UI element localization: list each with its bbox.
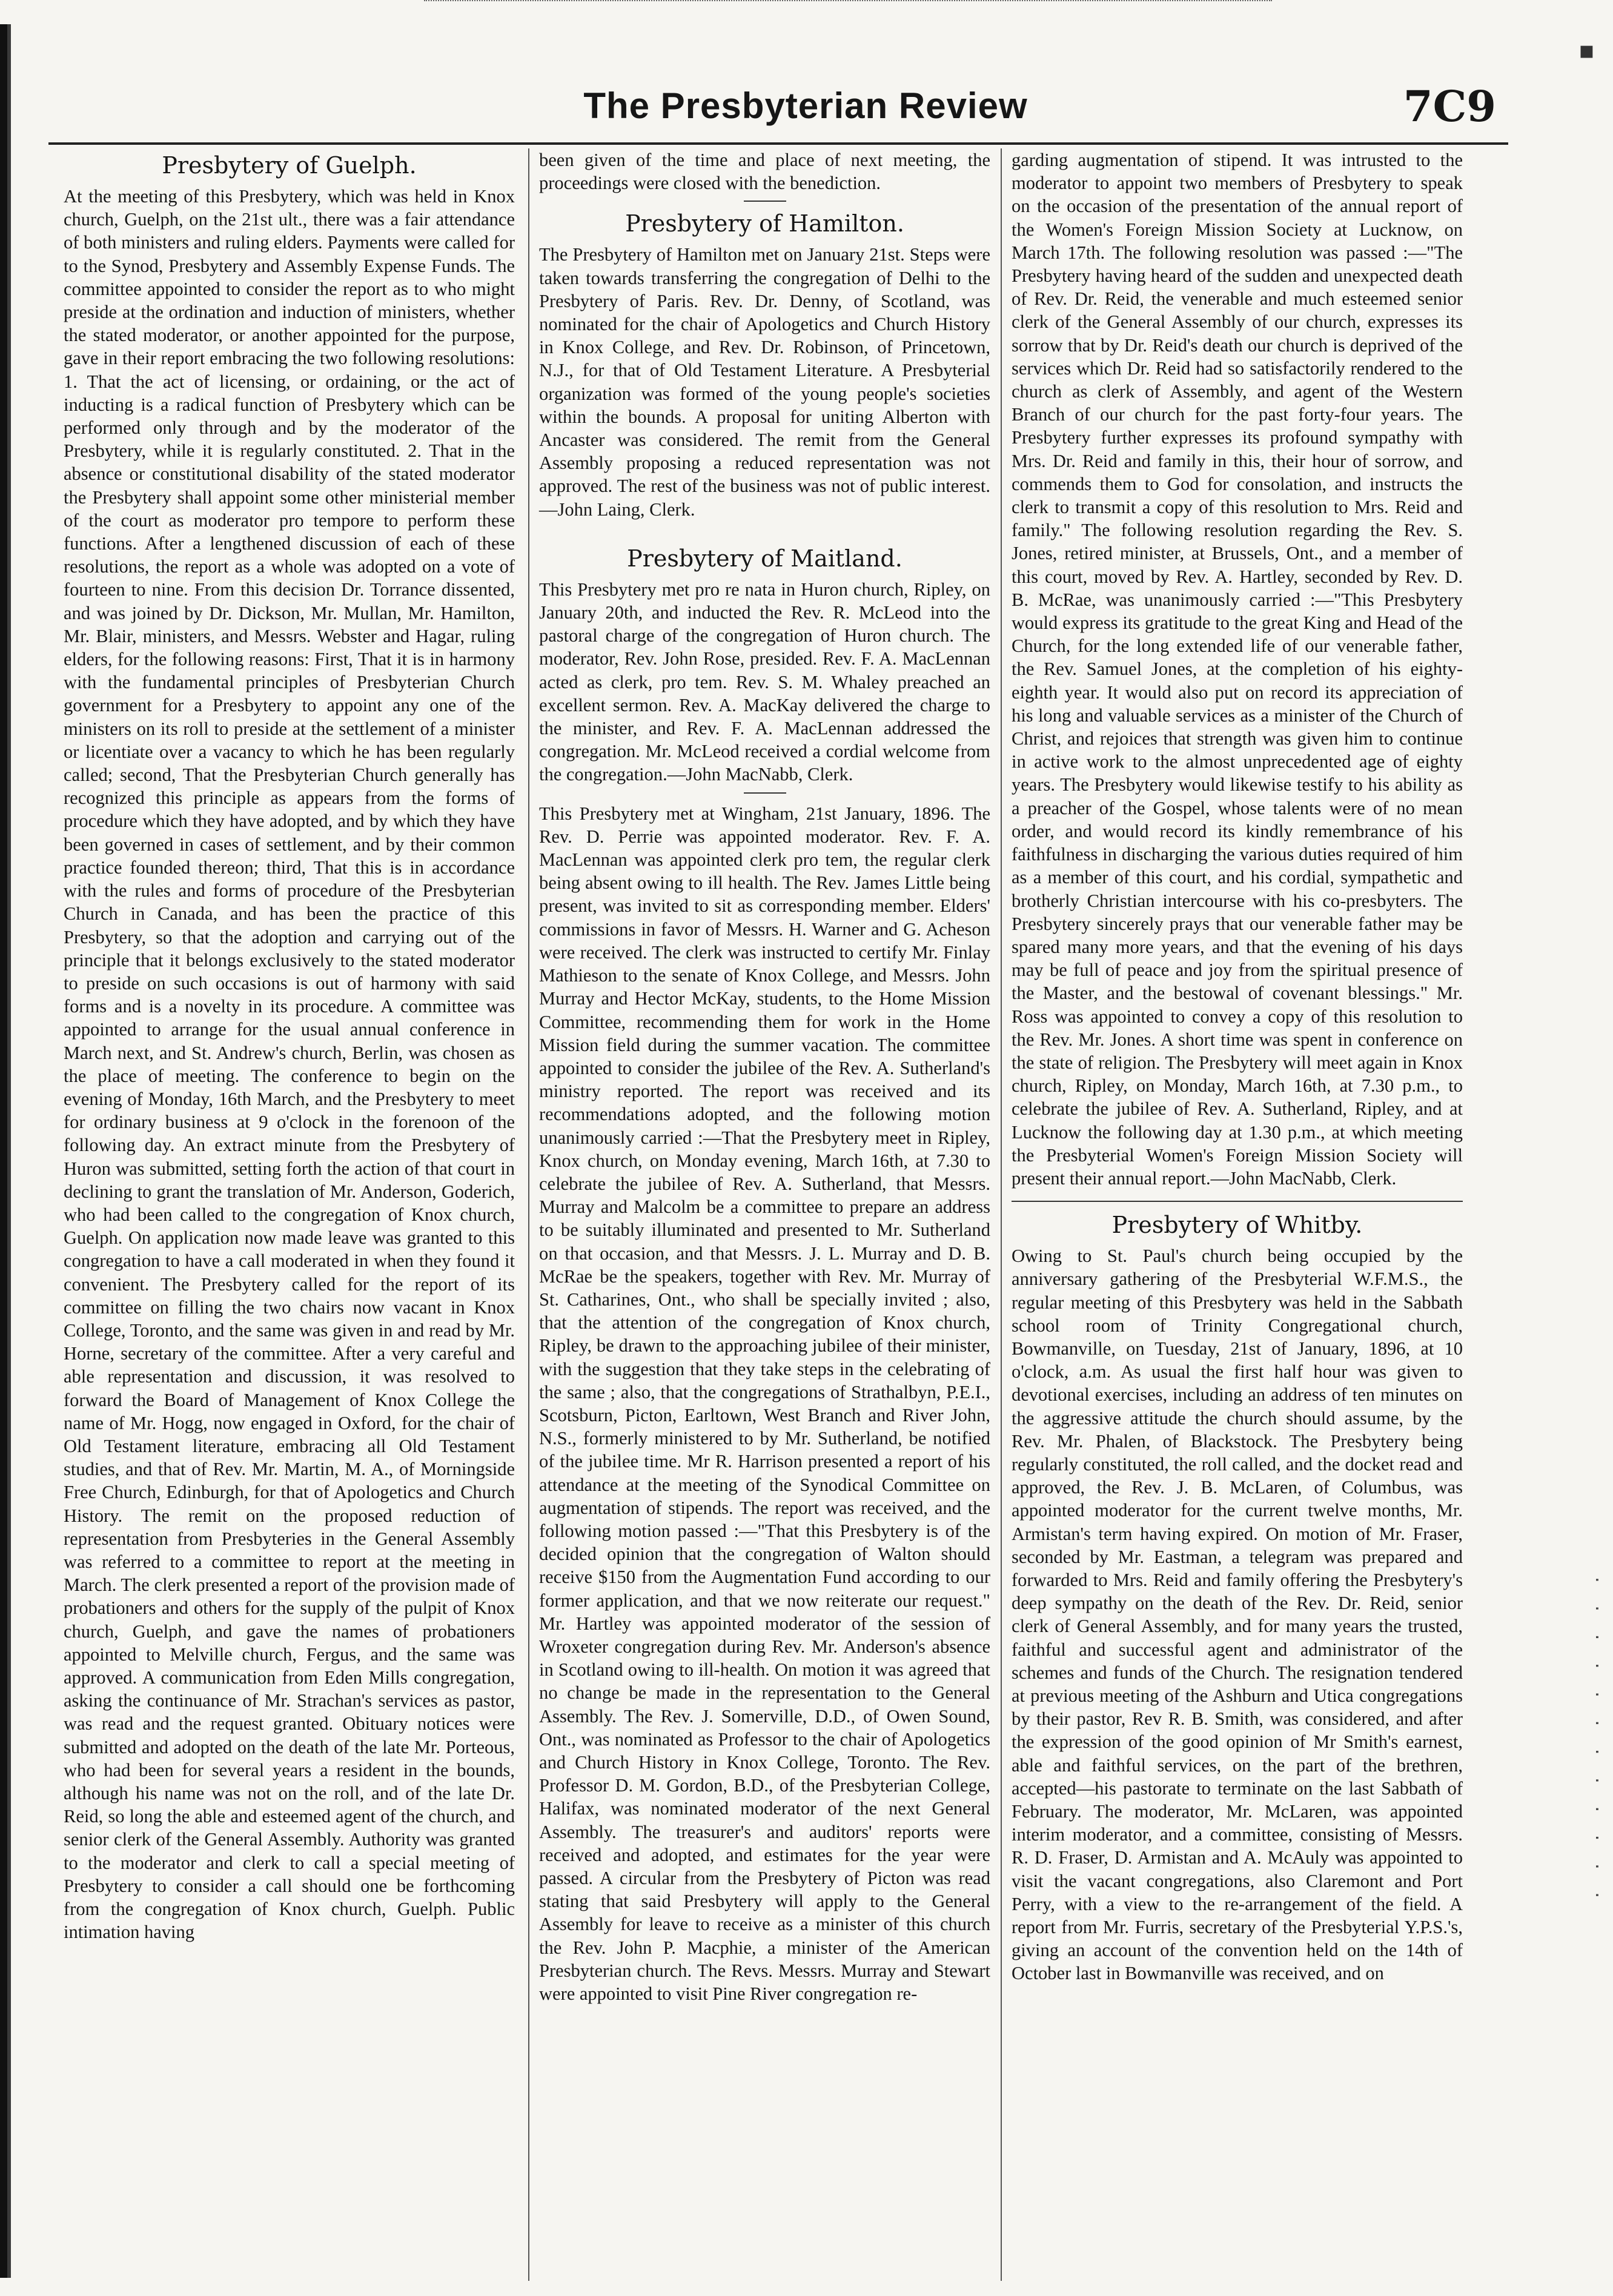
page-number: 7C9 [1403,81,1496,131]
page-header [48,79,1563,133]
article-heading-hamilton: Presbytery of Hamilton. [625,210,904,237]
article-body-whitby: Owing to St. Paul's church being occupied by the anniversary gathering of the Presbyterial W.F.M.S., the regular meeting of this Presbytery was held in the Sabbath school room of Trinity Congregational church, Bowmanville, on Tuesday, 21st of January, 1896, at 10 o'clock, a.m. As usual the first half hour was given to devotional exercises, including an address of ten minutes on the aggressive attitude the church should assume, by the Rev. Mr. Phalen, of Blackstock. The Presbytery being regularly constituted, the roll called, and the docket read and approved, the Rev. J. B. McLaren, of Columbus, was appointed moderator for the current twelve months, Mr. Armistan's term having expired. On motion of Mr. Fraser, seconded by Mr. Eastman, a telegram was prepared and forwarded to Mrs. Reid and family offering the Presbytery's deep sympathy on the death of the Rev. Dr. Reid, senior clerk of General Assembly, and for many years the trusted, faithful and successful agent and administrator of the schemes and funds of the Church. The resignation tendered at previous meeting of the Ashburn and Utica congregations by their pastor, Rev R. B. Smith, was considered, and after the expression of the good opinion of Mr Smith's earnest, able and faithful services, on the part of the brethren, accepted—his pastorate to terminate on the last Sabbath of February. The moderator, Mr. McLaren, was appointed interim moderator, and a committee, consisting of Messrs. R. D. Fraser, D. Armistan and A. McAuly was appointed to visit the vacant congregations, also Claremont and Port Perry, with a view to the re-arrangement of the field. A report from Mr. Furris, secretary of the Presbyterial Y.P.S.'s, giving an account of the convention held on the 14th of October last in Bowmanville was received, and on [1012,1246,1463,1984]
page-edge-left [0,24,16,2278]
column-3 [1012,148,1463,2281]
article-body-maitland-2: This Presbytery met at Wingham, 21st January, 1896. The Rev. D. Perrie was appointed moderator. Rev. F. A. MacLennan was appointed clerk pro tem, the regular clerk being absent owing to ill health. The Rev. James Little being present, was invited to sit as corresponding member. Elders' commissions in favor of Messrs. H. Warner and G. Acheson were received. The clerk was instructed to certify Mr. Finlay Mathieson to the senate of Knox College, and Messrs. John Murray and Hector McKay, students, to the Home Mission Committee, recommending them for work in the Home Mission field during the summer vacation. The committee appointed to consider the jubilee of the Rev. A. Sutherland's ministry reported. The report was received and its recommendations adopted, and the following motion unanimously carried :—That the Presbytery meet in Ripley, Knox church, on Monday evening, March 16th, at 7.30 to celebrate the jubilee of Rev. A. Sutherland, that Messrs. Murray and Malcolm be a committee to prepare an address to be suitably illuminated and presented to Mr. Sutherland on that occasion, and that Messrs. J. L. Murray and D. B. McRae be the speakers, together with Rev. Mr. Murray of St. Catharines, Ont., who shall be specially invited ; also, that the attention of the congregation of Knox church, Ripley, be drawn to the approaching jubilee of their minister, with the suggestion that they take steps in the celebrating of the same ; also, that the congregations of Strathalbyn, P.E.I., Scotsburn, Picton, Earltown, West Branch and River John, N.S., formerly ministered to by Mr. Sutherland, be notified of the jubilee time. Mr R. Harrison presented a report of his attendance at the meeting of the Synodical Committee on augmentation of stipends. The report was received, and the following motion passed :—"That this Presbytery is of the decided opinion that the congregation of Walton should receive $150 from the Augmentation Fund according to our former application, and that we now reiterate our request." Mr. Hartley was appointed moderator of the session of Wroxeter congregation during Rev. Mr. Anderson's absence in Scotland owing to ill-health. On motion it was agreed that no change be made in the representation to the General Assembly. The Rev. J. Somerville, D.D., of Owen Sound, Ont., was nominated as Professor to the chair of Apologetics and Church History in Knox College, Toronto. The Rev. Professor D. M. Gordon, B.D., of the Presbyterian College, Halifax, was nominated moderator of the next General Assembly. The treasurer's and auditors' reports were received and adopted, and estimates for the year were passed. A circular from the Presbytery of Picton was read stating that said Presbytery will apply to the General Assembly for leave to receive as a minister of this church the Rev. John P. Macphie, a minister of the American Presbyterian church. The Revs. Messrs. Murray and Stewart were appointed to visit Pine River congregation re- [539,803,990,2005]
section-gap [539,521,990,542]
article-body-maitland: This Presbytery met pro re nata in Huron church, Ripley, on January 20th, and inducted the Rev. R. McLeod into the pastoral charge of the congregation of Huron church. The moderator, Rev. John Rose, presided. Rev. F. A. MacLennan acted as clerk, pro tem. Rev. S. M. Whaley preached an excellent sermon. Rev. A. MacKay delivered the charge to the minister, and Rev. F. A. MacLennan addressed the congregation. Mr. McLeod received a cordial welcome from the congregation.—John MacNabb, Clerk. [539,579,990,785]
article-heading-guelph: Presbytery of Guelph. [162,152,417,179]
article-body-guelph-continued: been given of the time and place of next meeting, the proceedings were closed with the benediction. [539,150,990,194]
column-1 [64,148,515,2281]
section-rule [1012,1201,1463,1202]
article-body-hamilton: The Presbytery of Hamilton met on January 21st. Steps were taken towards transferring the congregation of Delhi to the Presbytery of Paris. Rev. Dr. Denny, of Scotland, was nominated for the chair of Apologetics and Church History in Knox College, and Rev. Dr. Robinson, of Princetown, N.J., for that of Old Testament Literature. A Presbyterial organization was formed of the young people's societies within the bounds. A proposal for uniting Alberton with Ancaster was considered. The remit from the General Assembly proposing a reduced representation was not approved. The rest of the business was not of public interest.—John Laing, Clerk. [539,244,990,520]
header-rule [48,142,1508,145]
column-2 [539,148,990,2281]
column-divider-2 [1001,148,1002,2281]
article-heading-maitland: Presbytery of Maitland. [627,545,903,572]
section-rule [744,201,786,202]
margin-scan-marks: · · · · · · · · · · · · [1588,1575,1606,1905]
column-divider-1 [528,148,529,2281]
page-edge-top [424,0,1272,7]
running-title: The Presbyterian Review [583,85,1028,126]
article-body-guelph: At the meeting of this Presbytery, which was held in Knox church, Guelph, on the 21st ult., there was a fair attendance of both ministers and ruling elders. Payments were called for to the Synod, Presbytery and Assembly Expense Funds. The committee appointed to consider the report as to who might preside at the ordination and induction of ministers, whether the stated moderator, or another appointed for the purpose, gave in their report embracing the two following resolutions: 1. That the act of licensing, or ordaining, or the act of inducting is a radical function of Presbytery which can be performed only through and by the moderator of the Presbytery, while it is regularly constituted. 2. That in the absence or constitutional disability of the stated moderator the Presbytery shall appoint some other ministerial member of the court as moderator pro tempore to perform these functions. After a lengthened discussion of each of these resolutions, the report as a whole was adopted on a vote of fourteen to nine. From this decision Dr. Torrance dissented, and was joined by Dr. Dickson, Mr. Mullan, Mr. Hamilton, Mr. Blair, ministers, and Messrs. Webster and Hagar, ruling elders, for the following reasons: First, That it is in harmony with the fundamental principles of Presbyterian Church government for a Presbytery to appoint any one of the ministers on its roll to preside at the settlement of a minister or licentiate over a vacancy to which he has been regularly called; second, That the Presbyterian Church generally has recognized this principle as appears from the forms of procedure which they have adopted, and by which they have been governed in cases of settlement, and by their common practice founded thereon; third, That this is in accordance with the rules and forms of procedure of the Presbyterian Church in Canada, and has been the practice of this Presbytery, so that the adoption and carrying out of the principle that it belongs exclusively to the stated moderator to preside on such occasions is out of harmony with said forms and is a novelty in its procedure. A committee was appointed to arrange for the usual annual conference in March next, and St. Andrew's church, Berlin, was chosen as the place of meeting. The conference to begin on the evening of Monday, 16th March, and the Presbytery to meet for ordinary business at 9 o'clock in the forenoon of the following day. An extract minute from the Presbytery of Huron was submitted, setting forth the action of that court in declining to grant the translation of Mr. Anderson, Goderich, who had been called to the congregation of Knox church, Guelph. On application now made leave was granted to this congregation to have a call moderated in when they found it convenient. The Presbytery called for the report of its committee on filling the two chairs now vacant in Knox College, Toronto, and the same was given in and read by Mr. Horne, secretary of the committee. After a very careful and able representation and discussion, it was resolved to forward the Board of Management of Knox College the name of Mr. Hogg, now engaged in Oxford, for the chair of Old Testament literature, embracing all Old Testament studies, and that of Rev. Mr. Martin, M. A., of Morningside Free Church, Edinburgh, for that of Apologetics and Church History. The remit on the proposed reduction of representation from Presbyteries in the General Assembly was referred to a committee to report at the meeting in March. The clerk presented a report of the provision made of probationers and others for the supply of the pulpit of Knox church, Guelph, and gave the names of probationers appointed to Melville church, Fergus, and the same was approved. A communication from Eden Mills congregation, asking the continuance of Mr. Strachan's services as pastor, was read and the request granted. Obituary notices were submitted and adopted on the death of the late Mr. Porteous, who had been for several years a resident in the bounds, although his name was not on the roll, and of the late Dr. Reid, so long the able and esteemed agent of the church, and senior clerk of the General Assembly. Authority was granted to the moderator and clerk to call a special meeting of Presbytery to consider a call should one be forthcoming from the congregation of Knox church, Guelph. Public intimation having [64,186,515,1943]
section-rule [744,792,786,794]
corner-mark: ▪ [1578,36,1595,64]
article-body-maitland-continued: garding augmentation of stipend. It was intrusted to the moderator to appoint two members of Presbytery to speak on the occasion of the presentation of the annual report of the Women's Foreign Mission Society at Lucknow, on March 17th. The following resolution was passed :—"The Presbytery having heard of the sudden and unexpected death of Rev. Dr. Reid, the venerable and much esteemed senior clerk of the General Assembly of our church, expresses its sorrow that by Dr. Reid's death our church is deprived of the services which Dr. Reid had so satisfactorily rendered to the church as clerk of Assembly, and agent of the Western Branch of our church for the past forty-four years. The Presbytery further expresses its profound sympathy with Mrs. Dr. Reid and family in this, their hour of sorrow, and commends them to God for consolation, and instructs the clerk to transmit a copy of this resolution to Mrs. Reid and family." The following resolution regarding the Rev. S. Jones, retired minister, at Brussels, Ont., and a member of this court, moved by Rev. A. Hartley, seconded by Rev. D. B. McRae, was unanimously carried :—"This Presbytery would express its gratitude to the great King and Head of the Church, for the long extended life of our venerable father, the Rev. Samuel Jones, at the completion of his eighty-eighth year. It would also put on record its appreciation of his long and valuable services as a minister of the Church of Christ, and rejoices that strength was given him to continue in active work to the almost unprecedented age of eighty years. The Presbytery would likewise testify to his ability as a preacher of the Gospel, whose talents were of no mean order, and would record its kindly remembrance of his faithfulness in discharging the various duties required of him as a member of this court, and his cordial, sympathetic and brotherly Christian intercourse with his co-presbyters. The Presbytery sincerely prays that our venerable father may be spared many more years, and that the evening of his days may be full of peace and joy from the spiritual presence of the Master, and the bestowal of covenant blessings." Mr. Ross was appointed to convey a copy of this resolution to the Rev. Mr. Jones. A short time was spent in conference on the state of religion. The Presbytery will meet again in Knox church, Ripley, on Monday, March 16th, at 7.30 p.m., to celebrate the jubilee of Rev. A. Sutherland, Ripley, and at Lucknow the following day at 1.30 p.m., at which meeting the Presbyterial Women's Foreign Mission Society will present their annual report.—John MacNabb, Clerk. [1012,150,1463,1189]
article-heading-whitby: Presbytery of Whitby. [1111,1212,1363,1239]
